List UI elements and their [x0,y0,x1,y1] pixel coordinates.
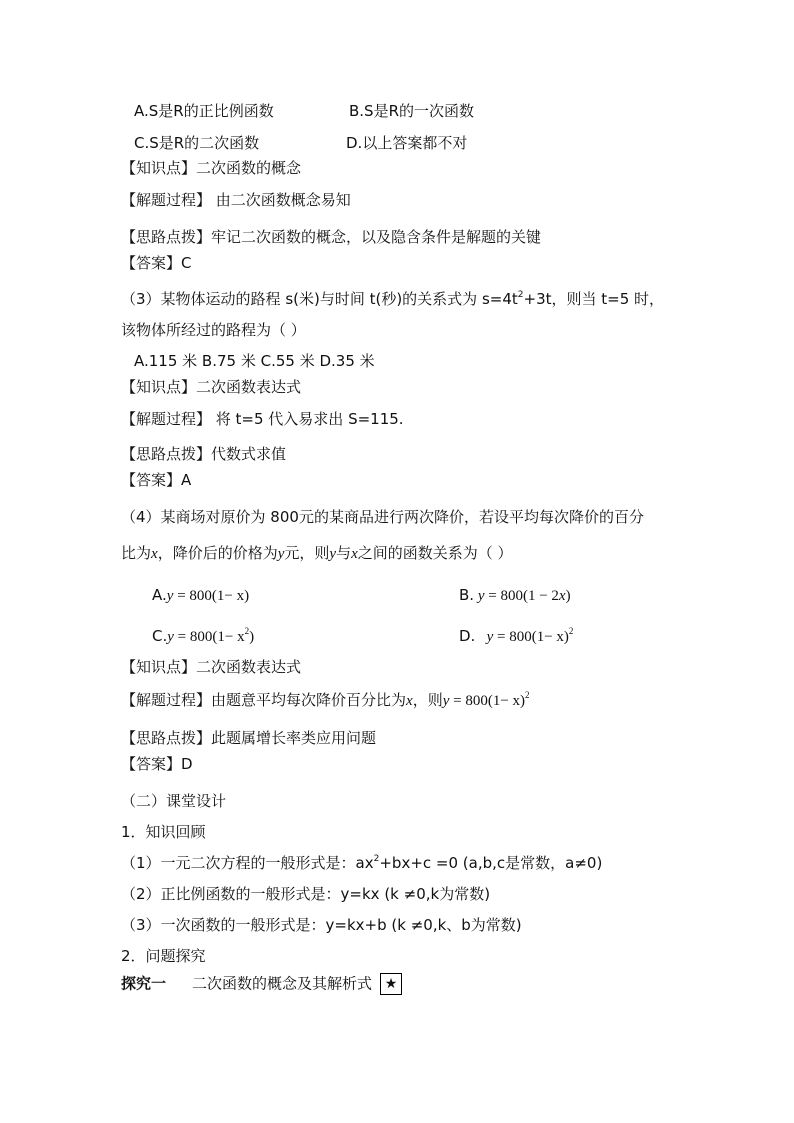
explore-one-heading [121,973,402,995]
explore-one-subtitle: 二次函数的概念及其解析式 [192,974,373,993]
q3-tip: 【思路点拨】代数式求值 [121,445,287,463]
q2-knowledge: 【知识点】二次函数的概念 [121,159,302,177]
q2-process: 【解题过程】 由二次函数概念易知 [121,191,351,209]
q2-option-c: C.S是R的二次函数 [134,134,260,152]
knowledge-review-heading: 1．知识回顾 [121,823,206,841]
q4-stem-line2: 比为x，降价后的价格为y元，则y与x之间的函数关系为（ ） [121,544,513,562]
q4-option-a: A.y = 800(1− x) [152,586,250,604]
q4-tip: 【思路点拨】此题属增长率类应用问题 [121,729,377,747]
q3-stem-line2: 该物体所经过的路程为（ ） [121,321,306,339]
star-icon: ★ [380,973,402,995]
explore-one-label: 探究一 [121,974,167,993]
q2-option-a: A.S是R的正比例函数 [134,102,274,120]
q4-knowledge: 【知识点】二次函数表达式 [121,658,302,676]
q4-option-d: D. $y = 800(1- x)^2$ [459,626,574,645]
q2-option-d: D.以上答案都不对 [346,134,468,152]
q4-stem-line1: （4）某商场对原价为 800元的某商品进行两次降价，若设平均每次降价的百分 [121,508,644,526]
q3-answer: 【答案】A [121,471,192,489]
q4-process: 【解题过程】由题意平均每次降价百分比为x，则$y = 800(1- x)^2$ [121,690,530,709]
q4-option-b: B. y = 800(1 − 2x) [459,586,571,604]
q2-option-b: B.S是R的一次函数 [349,102,475,120]
review-item-3: （3）一次函数的一般形式是：y=kx+b (k ≠0,k、b为常数) [121,916,522,934]
problem-explore-heading: 2．问题探究 [121,947,206,965]
review-item-1: （1）一元二次方程的一般形式是：$ax^2+bx+c =0$ (a,b,c是常数，a≠0) [121,854,603,872]
q2-tip: 【思路点拨】牢记二次函数的概念，以及隐含条件是解题的关键 [121,228,542,246]
q4-answer: 【答案】D [121,755,193,773]
q3-stem-line1: （3）某物体运动的路程 s(米)与时间 t(秒)的关系式为 $s=4t^2+3t$，则当 t=5 时， [121,290,665,308]
q2-answer: 【答案】C [121,254,192,272]
review-item-2: （2）正比例函数的一般形式是：y=kx (k ≠0,k为常数) [121,885,491,903]
q3-options: A.115 米 B.75 米 C.55 米 D.35 米 [134,352,375,370]
q3-knowledge: 【知识点】二次函数表达式 [121,378,302,396]
q4-option-c: $C.y = 800(1- x^2)$ [152,626,255,645]
section-title: （二）课堂设计 [121,792,227,810]
q3-process: 【解题过程】 将 t=5 代入易求出 S=115. [121,410,404,428]
